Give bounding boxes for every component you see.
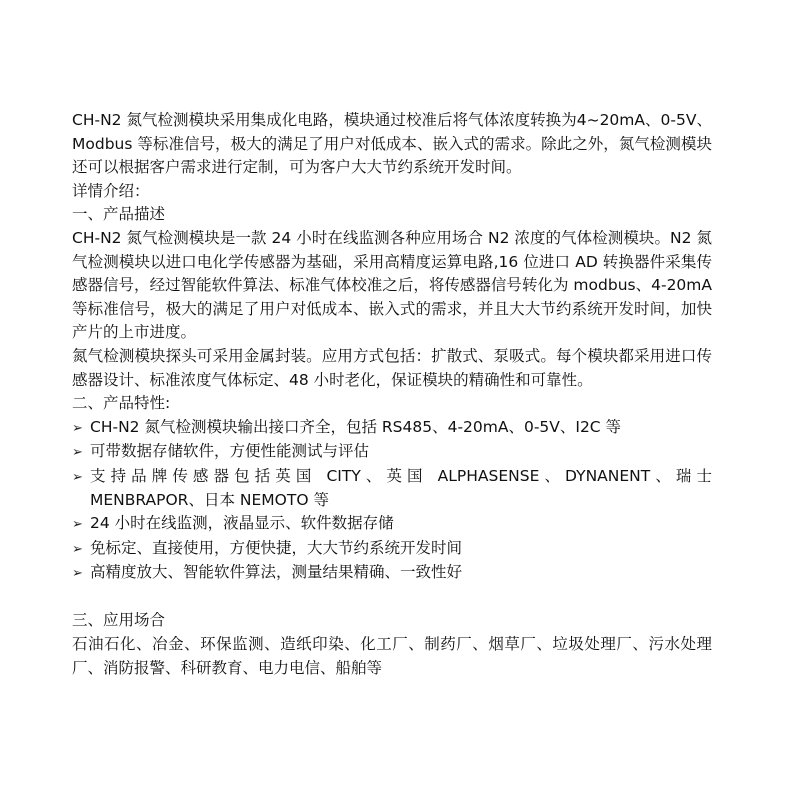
section-1-paragraph-1: CH-N2 氮气检测模块是一款 24 小时在线监测各种应用场合 N2 浓度的气体检测模块。N2 氮气检测模块以进口电化学传感器为基础，采用高精度运算电路,16 位进口 AD 转换器件采集传感器信号，经过智能软件算法、标准气体校准之后，将传感器信号转化为 modbus、4-20mA 等标准信号，极大的满足了用户对低成本、嵌入式的需求，并且大大节约系统开发时间，加快产片的上市进度。 bbox=[72, 228, 712, 342]
section-3-title: 三、应用场合 bbox=[72, 611, 166, 630]
feature-text: 高精度放大、智能软件算法，测量结果精确、一致性好 bbox=[90, 563, 463, 582]
feature-bullet-5 bbox=[72, 537, 712, 562]
section-2-title: 二、产品特性: bbox=[72, 394, 171, 413]
arrow-bullet-icon: ➢ bbox=[72, 517, 83, 533]
feature-bullet-1 bbox=[72, 416, 712, 441]
section-1-title: 一、产品描述 bbox=[72, 205, 166, 224]
feature-bullet-3 bbox=[72, 465, 712, 512]
intro-paragraph: CH-N2 氮气检测模块采用集成化电路，模块通过校准后将气体浓度转换为4~20mA、0-5V、Modbus 等标准信号，极大的满足了用户对低成本、嵌入式的需求。除此之外，氮气检测模块还可以根据客户需求进行定制，可为客户大大节约系统开发时间。 bbox=[72, 111, 712, 177]
document-body bbox=[72, 109, 712, 680]
feature-bullet-6 bbox=[72, 561, 712, 586]
arrow-bullet-icon: ➢ bbox=[72, 420, 83, 436]
feature-bullet-4 bbox=[72, 512, 712, 537]
arrow-bullet-icon: ➢ bbox=[72, 469, 83, 485]
arrow-bullet-icon: ➢ bbox=[72, 566, 83, 582]
feature-bullet-2 bbox=[72, 440, 712, 465]
details-heading: 详情介绍： bbox=[72, 181, 150, 200]
feature-text: 支持品牌传感器包括英国 CITY、英国 ALPHASENSE、DYNANENT、瑞士 MENBRAPOR、日本 NEMOTO 等 bbox=[90, 466, 712, 509]
arrow-bullet-icon: ➢ bbox=[72, 445, 83, 461]
feature-text: 24 小时在线监测，液晶显示、软件数据存储 bbox=[90, 514, 394, 533]
feature-text: 免标定、直接使用，方便快捷，大大节约系统开发时间 bbox=[90, 538, 463, 557]
blank-line bbox=[72, 586, 712, 610]
section-3-paragraph: 石油石化、冶金、环保监测、造纸印染、化工厂、制药厂、烟草厂、垃圾处理厂、污水处理厂、消防报警、科研教育、电力电信、船舶等 bbox=[72, 635, 712, 677]
feature-text: CH-N2 氮气检测模块输出接口齐全，包括 RS485、4-20mA、0-5V、I2C 等 bbox=[90, 417, 622, 436]
feature-text: 可带数据存储软件，方便性能测试与评估 bbox=[90, 442, 370, 461]
section-1-paragraph-2: 氮气检测模块探头可采用金属封装。应用方式包括：扩散式、泵吸式。每个模块都采用进口传感器设计、标准浓度气体标定、48 小时老化，保证模块的精确性和可靠性。 bbox=[72, 346, 712, 389]
arrow-bullet-icon: ➢ bbox=[72, 541, 83, 557]
